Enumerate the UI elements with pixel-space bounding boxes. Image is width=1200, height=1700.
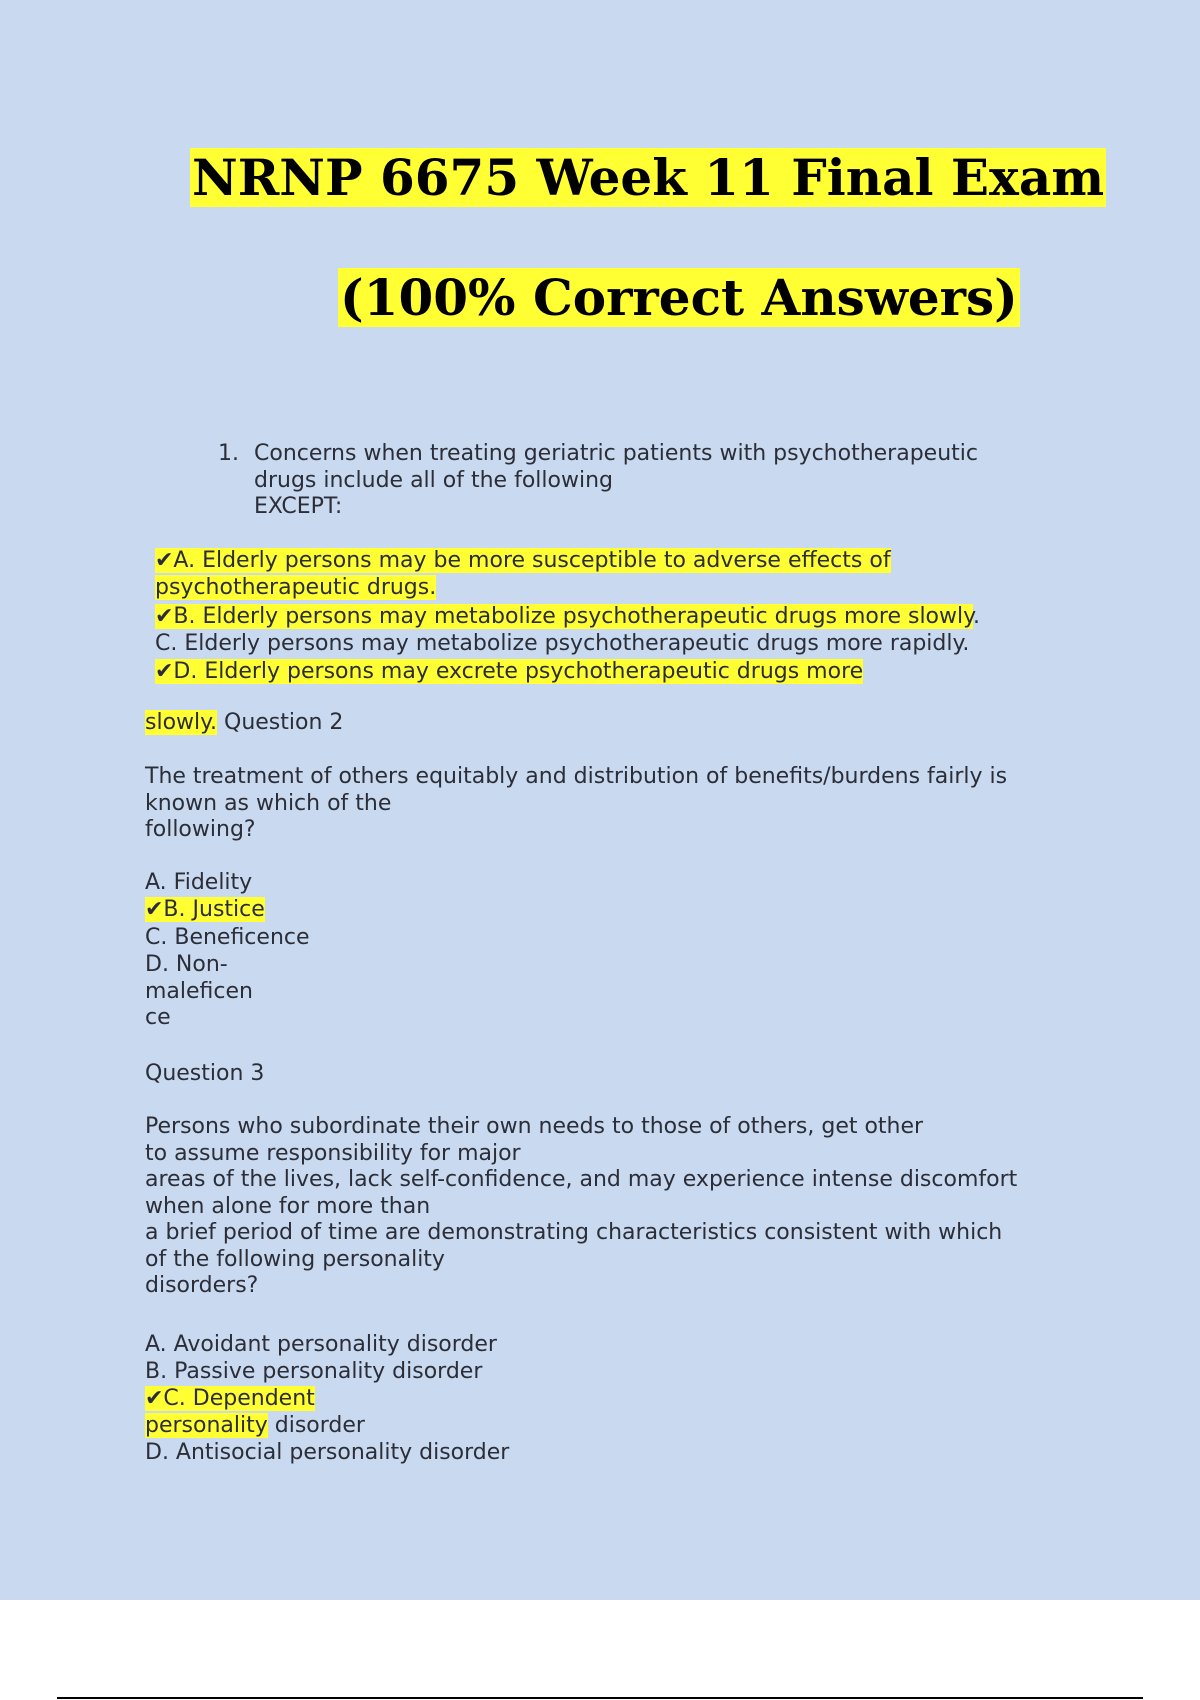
question-3-text: Persons who subordinate their own needs to those of others, get other to assume responsibility for major areas of the lives, lack self-confidence, and may experience intense discomfort when alone for more than a brief period of time are demonstrating characteristics consistent with which of the following personality disorders?: [145, 1114, 1018, 1298]
page-subtitle-text: (100% Correct Answers): [340, 268, 1018, 327]
q1-option-a-line2: [155, 575, 436, 602]
question-1: [218, 441, 1118, 521]
question-2-label: [145, 710, 343, 737]
q1-option-d: [155, 659, 863, 686]
q1-option-c: C. Elderly persons may metabolize psychotherapeutic drugs more rapidly.: [155, 631, 970, 656]
q1-option-b: [155, 604, 980, 631]
q1-option-a-cont2: drugs.: [359, 575, 437, 600]
q1-option-d-cont: slowly.: [145, 710, 218, 735]
page-subtitle: [338, 268, 1020, 328]
question-2-label-text: Question 2: [217, 710, 344, 735]
q1-option-d-text: ✔D. Elderly persons may excrete psychotherapeutic drugs more: [155, 659, 864, 684]
q1-option-b-text: ✔B. Elderly persons may metabolize psychotherapeutic drugs more slowly: [155, 604, 974, 629]
question-1-text: Concerns when treating geriatric patients with psychotherapeutic drugs include all of the following EXCEPT:: [254, 441, 978, 519]
question-3-label: Question 3: [145, 1061, 265, 1086]
page-title: [190, 148, 1106, 208]
q2-option-c: C. Beneficence: [145, 925, 310, 950]
q3-option-c-cont2: disorder: [267, 1413, 365, 1438]
q3-option-d: D. Antisocial personality disorder: [145, 1440, 510, 1465]
q3-option-c-line1: [145, 1386, 315, 1413]
q1-option-a-line1: [155, 548, 891, 575]
q2-option-b-text: ✔B. Justice: [145, 897, 265, 922]
q2-option-b: [145, 897, 265, 924]
q3-option-b: B. Passive personality disorder: [145, 1359, 483, 1384]
q3-option-c-cont1: personality: [145, 1413, 268, 1438]
question-2-text: The treatment of others equitably and distribution of benefits/burdens fairly is known as which of the following?: [145, 764, 1008, 842]
q2-option-a: A. Fidelity: [145, 870, 253, 895]
q1-option-a-text: ✔A. Elderly persons may be more susceptible to adverse effects of: [155, 548, 891, 573]
q3-option-c-text: ✔C. Dependent: [145, 1386, 315, 1411]
q3-option-a: A. Avoidant personality disorder: [145, 1332, 497, 1357]
q3-option-c-line2: [145, 1413, 365, 1440]
page-title-text: NRNP 6675 Week 11 Final Exam: [192, 148, 1105, 207]
q1-option-b-period: .: [973, 604, 981, 629]
footer-divider: [57, 1697, 1143, 1699]
q1-option-a-cont1: psychotherapeutic: [155, 575, 360, 600]
q2-option-d: D. Non- maleficen ce: [145, 952, 253, 1030]
question-1-number: 1.: [218, 441, 239, 466]
